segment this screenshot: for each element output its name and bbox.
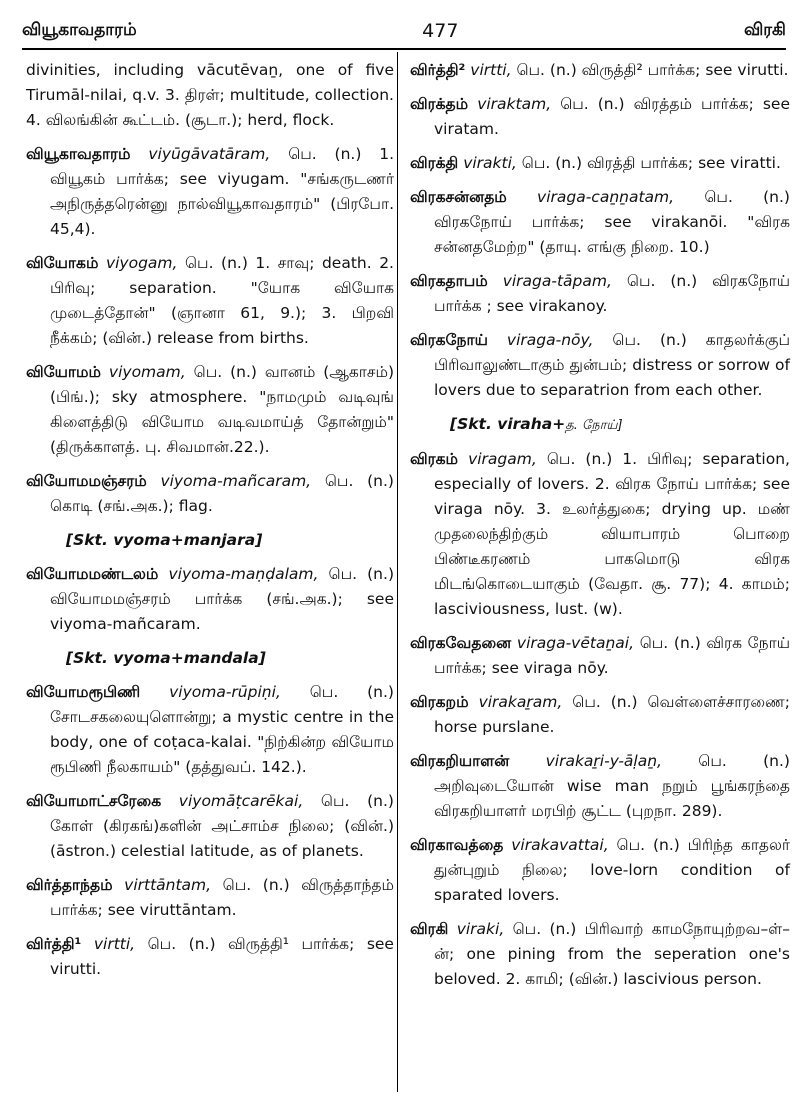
entry-headword: விரகசன்னதம் <box>410 188 507 206</box>
dictionary-entry <box>410 917 790 992</box>
entry-transliteration: viyogam, <box>105 254 178 272</box>
right-running-headword: விரகி <box>743 20 786 40</box>
entry-transliteration: viyomāṭcarēkai, <box>178 792 304 810</box>
entry-transliteration: viraga-nōy, <box>506 331 594 349</box>
dictionary-entry <box>410 185 790 260</box>
entry-headword: வியோமம் <box>26 363 101 381</box>
dictionary-entry <box>26 251 394 351</box>
left-column <box>26 58 394 991</box>
entry-transliteration: viyomam, <box>108 363 186 381</box>
dictionary-entry <box>26 789 394 864</box>
entry-continuation: divinities, including vācutēvaṉ, one of five Tirumāl-nilai, q.v. 3. திரள்; multitude, collection. 4. விலங்கின் கூட்டம். (சூடா.); herd, flock. <box>26 61 394 129</box>
entry-transliteration: viyoma-mañcaram, <box>160 472 312 490</box>
entry-definition: பெ. (n.) விரக நோய் பார்க்க; see viraga nōy. <box>434 634 790 677</box>
entry-definition: பெ. (n.) சோடசகலையுளொன்று; a mystic centre in the body, one of coṭaca-kalai. "நிற்கின்ற வியோம ரூபிணி நீலகாயம்" (தத்துவப். 142.). <box>50 683 394 776</box>
etymology-note: [Skt. vyoma+manjara] <box>66 531 263 549</box>
entry-transliteration: viragam, <box>468 450 537 468</box>
entry-definition: பெ. (n.) விரகநோய் பார்க்க ; see virakanoy. <box>434 272 790 315</box>
entry-headword: விரகறம் <box>410 693 469 711</box>
dictionary-entry <box>26 873 394 923</box>
dictionary-entry <box>410 151 790 176</box>
entry-definition: பெ. (n.) வானம் (ஆகாசம்) (பிங்.); sky atmosphere. "நாமமும் வடிவுங் கிளைத்திடு வியோம வடிவமாய்த் தோன்றும்" (திருக்காளத். பு. சிவமான்.22.). <box>50 363 394 456</box>
dictionary-entry <box>410 58 790 83</box>
entry-definition: பெ. (n.) கொடி (சங்.அக.); flag. <box>50 472 394 515</box>
entry-definition: பெ. (n.) விரகநோய் பார்க்க; see virakanōi. "விரக சன்னதமேற்ற" (தாயு. எங்கு நிறை. 10.) <box>434 188 790 256</box>
entry-definition: பெ. (n.) விருத்தி² பார்க்க; see virutti. <box>516 61 789 79</box>
entry-headword: விரகம் <box>410 450 459 468</box>
entry-headword: விரகி <box>410 920 449 938</box>
dictionary-entry <box>410 447 790 622</box>
entry-definition: பெ. (n.) கோள் (கிரகங்)களின் அட்சாம்ச நிலை; (வின்.) (āstron.) celestial latitude, as of planets. <box>50 792 394 860</box>
entry-definition: பெ. (n.) 1. பிரிவு; separation, especially of lovers. 2. விரக நோய் பார்க்க; see viraga nōy. 3. உலர்த்துகை; drying up. மண் முதலைந்திற்கும் வியாபாரம் பொறை பிண்டீகரணம் பாகமொடு விரக மிடங்கொடையாகும் (வேதா. சூ. 77); 4. காமம்; lasciviousness, lust. (w). <box>434 450 790 618</box>
right-column <box>410 58 790 1001</box>
etymology-note: [Skt. viraha+த. நோய்] <box>450 415 623 433</box>
entry-transliteration: virtti, <box>93 935 136 953</box>
entry-definition: பெ. (n.) பிரிவாற் காமநோயுற்றவ–ள்–ன்; one pining from the seperation one's beloved. 2. காமி; (வின்.) lascivious person. <box>434 920 790 988</box>
entry-definition: பெ. (n.) அறிவுடையோன் wise man நறும் பூங்கரந்தை விரகறியாளர் மரபிற் சூட்ட (புறநா. 289). <box>434 752 790 820</box>
entry-transliteration: virakaṟam, <box>478 693 563 711</box>
entry-transliteration: viyūgāvatāram, <box>148 145 271 163</box>
entry-definition: பெ. (n.) விரத்தி பார்க்க; see viratti. <box>521 154 781 172</box>
entry-transliteration: viraga-caṉṉatam, <box>537 188 675 206</box>
entry-headword: வியோமாட்சரேகை <box>26 792 162 810</box>
entry-headword: வியோமமஞ்சரம் <box>26 472 147 490</box>
entry-headword: விர்த்தி¹ <box>26 935 82 953</box>
page-header <box>22 14 786 50</box>
entry-transliteration: virakti, <box>463 154 517 172</box>
entry-transliteration: viyoma-maṇḍalam, <box>168 565 319 583</box>
column-divider <box>397 52 398 1092</box>
entry-headword: வியோமமண்டலம் <box>26 565 159 583</box>
left-running-headword: வியூகாவதாரம் <box>22 20 137 40</box>
dictionary-entry <box>26 360 394 460</box>
entry-transliteration: virtti, <box>470 61 512 79</box>
entry-headword: விரக்தம் <box>410 95 469 113</box>
entry-transliteration: viraga-tāpam, <box>502 272 612 290</box>
entry-headword: விரக்தி <box>410 154 459 172</box>
entry-headword: விரகநோய் <box>410 331 488 349</box>
entry-transliteration: viraga-vētaṉai, <box>516 634 635 652</box>
entry-transliteration: virakaṟi-y-āḷaṉ, <box>545 752 662 770</box>
entry-headword: விரகறியாளன் <box>410 752 510 770</box>
dictionary-entry <box>26 932 394 982</box>
dictionary-entry <box>26 562 394 637</box>
dictionary-entry <box>410 328 790 403</box>
dictionary-entry <box>410 833 790 908</box>
entry-definition: பெ. (n.) வெள்ளைச்சாரணை; horse purslane. <box>434 693 790 736</box>
entry-headword: வியோமரூபிணி <box>26 683 141 701</box>
entry-transliteration: virttāntam, <box>124 876 212 894</box>
page-number: 477 <box>422 20 459 42</box>
dictionary-entry <box>410 92 790 142</box>
entry-definition: பெ. (n.) வியோமமஞ்சரம் பார்க்க (சங்.அக.); see viyoma-mañcaram. <box>50 565 394 633</box>
entry-transliteration: virakavattai, <box>511 836 609 854</box>
entry-headword: விரகவேதனை <box>410 634 512 652</box>
entry-definition: பெ. (n.) பிரிந்த காதலர் துன்புறும் நிலை; love-lorn condition of sparated lovers. <box>434 836 790 904</box>
dictionary-entry <box>410 690 790 740</box>
entry-definition: பெ. (n.) 1. வியூகம் பார்க்க; see viyugam. "சங்கருடணர் அநிருத்தரென்னு நால்வியூகாவதாரம்" (பிரபோ. 45,4). <box>50 145 395 238</box>
entry-headword: விரகாவத்தை <box>410 836 504 854</box>
entry-transliteration: viraki, <box>456 920 505 938</box>
entry-definition: பெ. (n.) விருத்தாந்தம் பார்க்க; see viruttāntam. <box>50 876 395 919</box>
entry-headword: விர்த்தி² <box>410 61 466 79</box>
dictionary-entry <box>410 631 790 681</box>
dictionary-entry <box>410 749 790 824</box>
entry-transliteration: viyoma-rūpiṇi, <box>169 683 281 701</box>
entry-headword: விர்த்தாந்தம் <box>26 876 113 894</box>
etymology-note: [Skt. vyoma+mandala] <box>66 649 266 667</box>
entry-definition: பெ. (n.) 1. சாவு; death. 2. பிரிவு; separation. "யோக வியோக முடைத்தோன்" (ஞானா 61, 9.); 3. பிறவி நீக்கம்; (வின்.) release from births. <box>50 254 394 347</box>
entry-definition: பெ. (n.) காதலர்க்குப் பிரிவாலுண்டாகும் துன்பம்; distress or sorrow of lovers due to separatrion from each other. <box>434 331 790 399</box>
entry-definition: பெ. (n.) விரத்தம் பார்க்க; see viratam. <box>434 95 790 138</box>
entry-headword: விரகதாபம் <box>410 272 488 290</box>
dictionary-entry <box>26 680 394 780</box>
entry-headword: வியோகம் <box>26 254 99 272</box>
dictionary-entry <box>26 142 394 242</box>
entry-headword: வியூகாவதாரம் <box>26 145 131 163</box>
dictionary-entry <box>26 469 394 519</box>
entry-transliteration: viraktam, <box>477 95 552 113</box>
dictionary-entry <box>410 269 790 319</box>
entry-definition: பெ. (n.) விருத்தி¹ பார்க்க; see virutti. <box>50 935 394 978</box>
